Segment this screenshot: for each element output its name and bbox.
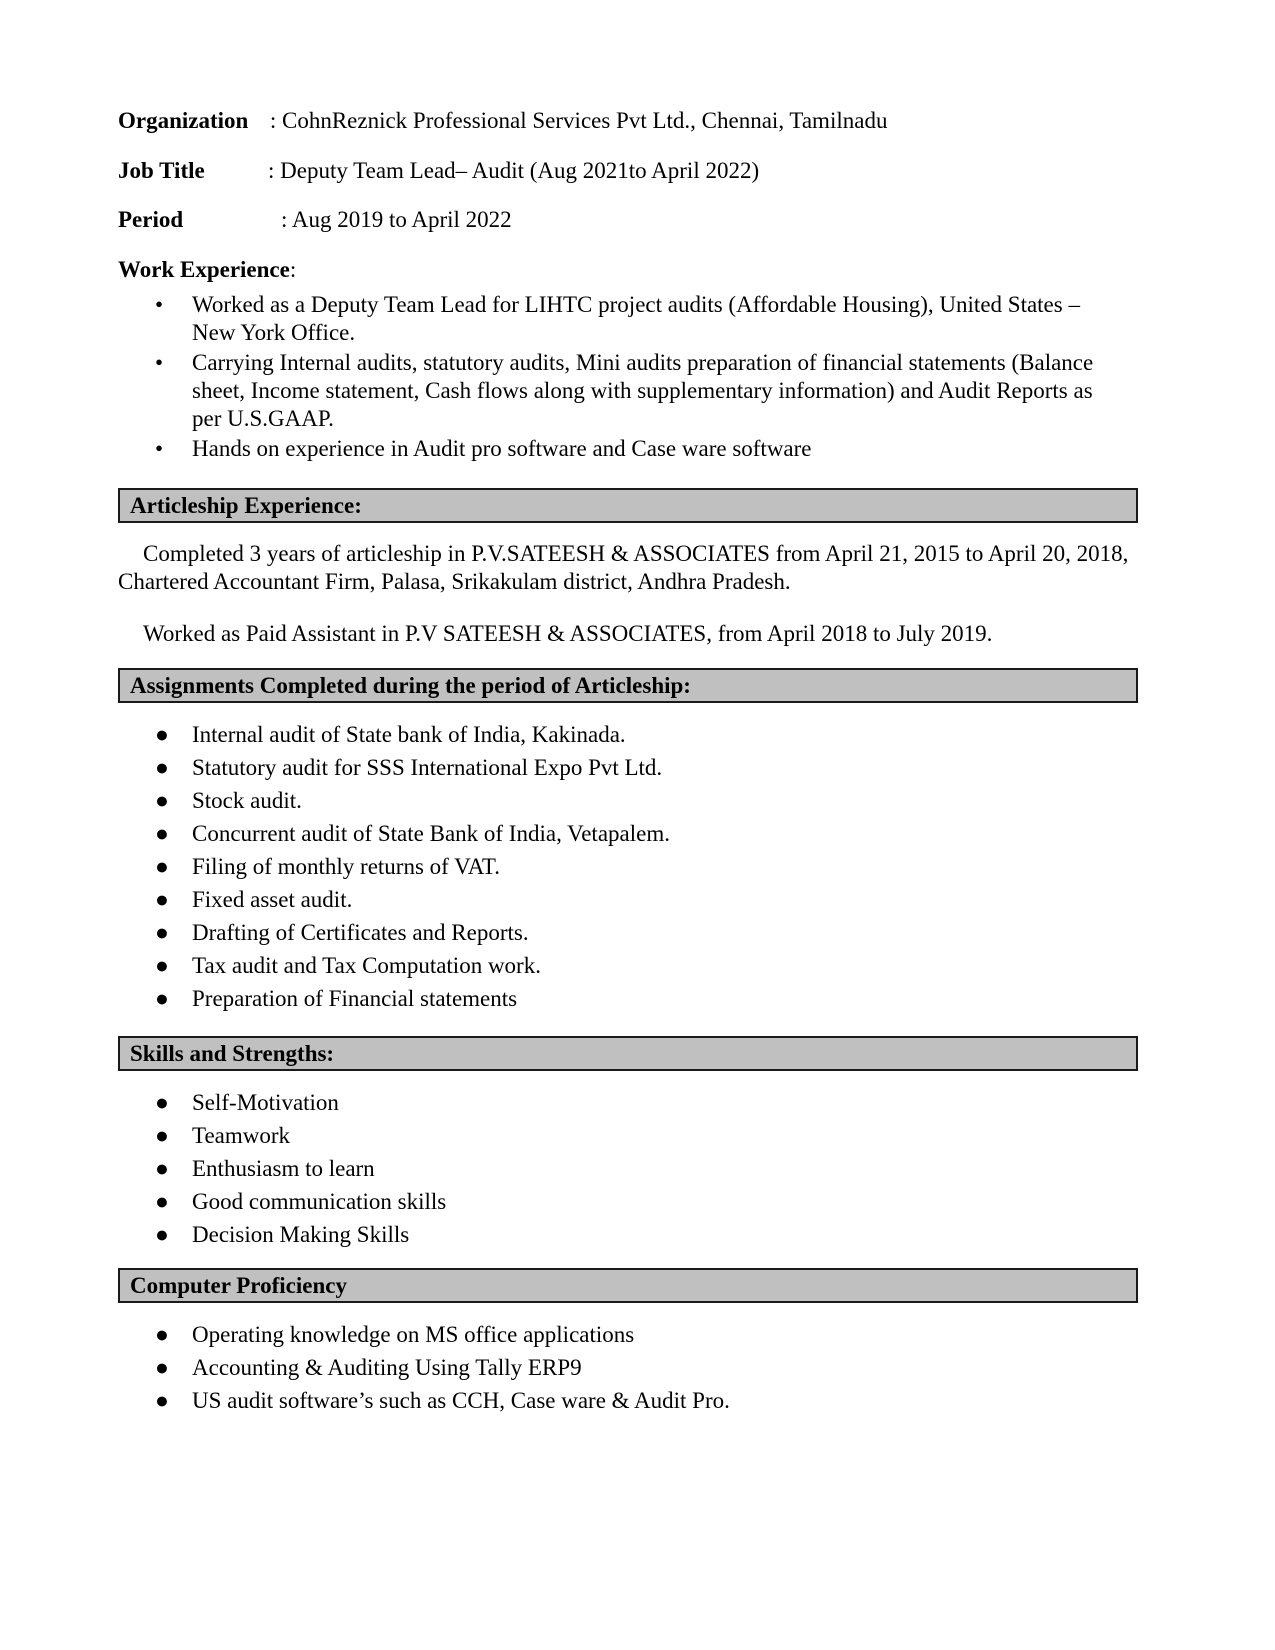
list-item: ● Internal audit of State bank of India, Kakinada. (118, 718, 1118, 751)
list-item: ● Stock audit. (118, 784, 1118, 817)
bullet-icon: ● (155, 854, 169, 879)
job-title-label: Job Title (118, 158, 205, 183)
organization-line (118, 107, 887, 135)
bullet-icon: ● (155, 1156, 169, 1181)
list-item: ● Filing of monthly returns of VAT. (118, 850, 1118, 883)
list-item: ● Self-Motivation (118, 1086, 1118, 1119)
bullet-icon: ● (155, 920, 169, 945)
section-heading-assignments: Assignments Completed during the period of Articleship: (118, 668, 1138, 703)
bullet-icon: ● (155, 887, 169, 912)
bullet-icon: ● (155, 722, 169, 747)
list-item: ● Enthusiasm to learn (118, 1152, 1118, 1185)
bullet-icon: ● (155, 821, 169, 846)
bullet-icon: ● (155, 1355, 169, 1380)
list-item: ● Tax audit and Tax Computation work. (118, 949, 1118, 982)
bullet-icon: ● (155, 755, 169, 780)
list-item: • Worked as a Deputy Team Lead for LIHTC project audits (Affordable Housing), United States – New York Office. (155, 292, 1080, 345)
job-title-value: : Deputy Team Lead– Audit (Aug 2021to April 2022) (268, 158, 760, 183)
skills-list (118, 1086, 1118, 1251)
list-item: ● Accounting & Auditing Using Tally ERP9 (118, 1351, 1118, 1384)
bullet-icon: ● (155, 1222, 169, 1247)
section-heading-skills: Skills and Strengths: (118, 1036, 1138, 1071)
list-item: ● Concurrent audit of State Bank of India, Vetapalem. (118, 817, 1118, 850)
bullet-icon: ● (155, 1090, 169, 1115)
bullet-icon: ● (155, 1388, 169, 1413)
list-item: ● Operating knowledge on MS office applications (118, 1318, 1118, 1351)
period-line (118, 206, 512, 234)
organization-label: Organization (118, 108, 249, 133)
bullet-icon: • (155, 436, 164, 461)
bullet-icon: ● (155, 986, 169, 1011)
period-value: : Aug 2019 to April 2022 (281, 207, 512, 232)
section-heading-articleship: Articleship Experience: (118, 488, 1138, 523)
bullet-icon: • (155, 292, 164, 317)
bullet-icon: • (155, 350, 164, 375)
list-item: ● Fixed asset audit. (118, 883, 1118, 916)
list-item: ● US audit software’s such as CCH, Case ware & Audit Pro. (118, 1384, 1118, 1417)
paid-assistant-paragraph: Worked as Paid Assistant in P.V SATEESH & ASSOCIATES, from April 2018 to July 2019. (143, 621, 993, 646)
work-experience-list (118, 291, 1118, 463)
list-item: • Hands on experience in Audit pro software and Case ware software (155, 436, 812, 461)
bullet-icon: ● (155, 1123, 169, 1148)
work-experience-heading: Work Experience: (118, 257, 297, 282)
period-label: Period (118, 207, 184, 232)
articleship-paragraph: Completed 3 years of articleship in P.V.SATEESH & ASSOCIATES from April 21, 2015 to April 20, 2018, Chartered Accountant Firm, Palasa, Srikakulam district, Andhra Pradesh. (118, 541, 1129, 594)
bullet-icon: ● (155, 1322, 169, 1347)
list-item: ● Preparation of Financial statements (118, 982, 1118, 1015)
bullet-icon: ● (155, 788, 169, 813)
list-item: ● Good communication skills (118, 1185, 1118, 1218)
computer-proficiency-list (118, 1318, 1118, 1417)
bullet-icon: ● (155, 1189, 169, 1214)
list-item: ● Decision Making Skills (118, 1218, 1118, 1251)
list-item: ● Drafting of Certificates and Reports. (118, 916, 1118, 949)
list-item: ● Teamwork (118, 1119, 1118, 1152)
list-item: • Carrying Internal audits, statutory audits, Mini audits preparation of financial statements (Balance sheet, Income statement, Cash flows along with supplementary information) and Audit Reports as per U.S.GAAP. (155, 350, 1094, 431)
bullet-icon: ● (155, 953, 169, 978)
assignments-list (118, 718, 1118, 1015)
job-title-line (118, 157, 759, 185)
section-heading-computer-proficiency: Computer Proficiency (118, 1268, 1138, 1303)
list-item: ● Statutory audit for SSS International Expo Pvt Ltd. (118, 751, 1118, 784)
organization-value: : CohnReznick Professional Services Pvt Ltd., Chennai, Tamilnadu (269, 108, 888, 133)
